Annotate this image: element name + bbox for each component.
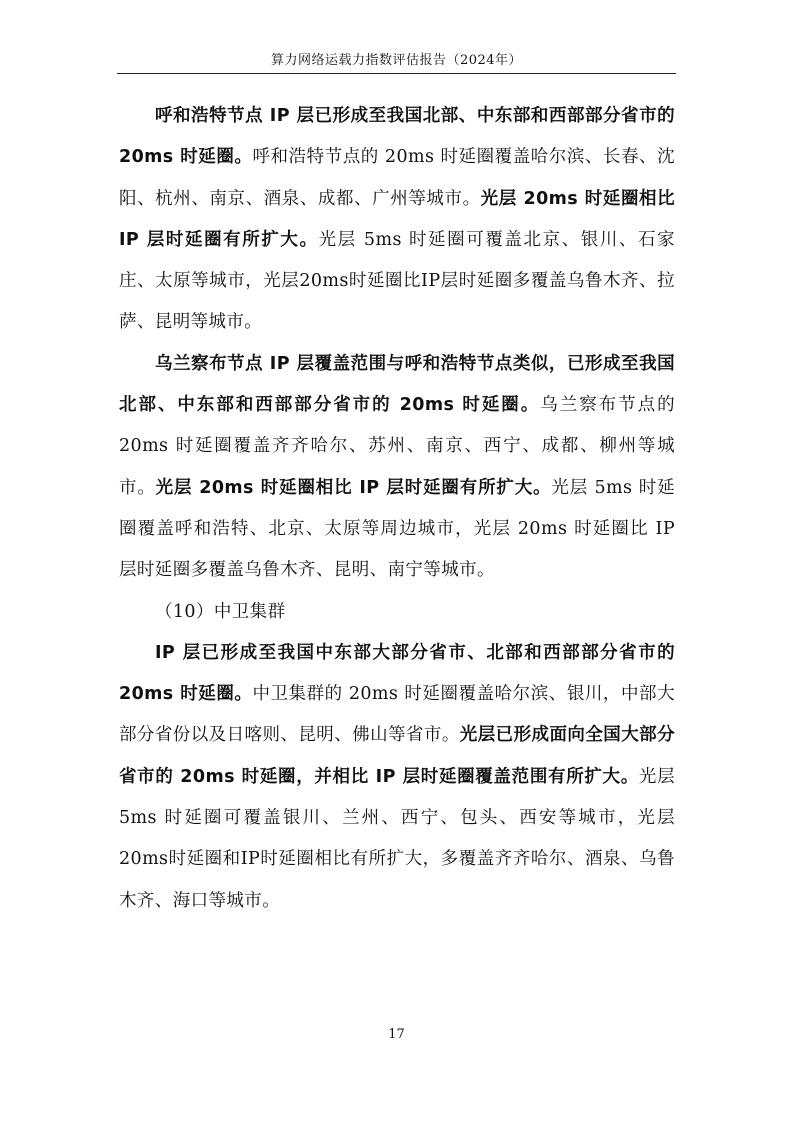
key-finding-ip-layer: IP 层已形成至我国中东部大部分省市、北部和西部部分省市的 20ms 时延圈。 (119, 642, 675, 705)
key-finding-optical-layer: 光层 20ms 时延圈相比 IP 层时延圈有所扩大。 (119, 188, 676, 250)
section-heading: （10）中卫集群 (155, 601, 286, 622)
key-finding-ip-layer: 呼和浩特节点 IP 层已形成至我国北部、中东部和西部部分省市的 20ms 时延圈。 (119, 106, 675, 168)
detail-text: 呼和浩特节点的 20ms 时延圈覆盖哈尔滨、长春、沈阳、杭州、南京、酒泉、成都、广州等城市。 (119, 147, 675, 209)
paragraph-ulanqab-node (119, 344, 675, 592)
detail-text: 光层 5ms 时延圈可覆盖银川、兰州、西宁、包头、西安等城市，光层20ms时延圈和IP时延圈相比有所扩大，多覆盖齐齐哈尔、酒泉、乌鲁木齐、海口等城市。 (119, 766, 675, 911)
detail-text: 乌兰察布节点的 20ms 时延圈覆盖齐齐哈尔、苏州、南京、西宁、成都、柳州等城市。 (119, 395, 675, 498)
key-finding-ip-layer: 乌兰察布节点 IP 层覆盖范围与呼和浩特节点类似，已形成至我国北部、中东部和西部部分省市的 20ms 时延圈。 (119, 353, 675, 416)
paragraph-hohhot-node (119, 96, 675, 344)
page-number: 17 (388, 1027, 405, 1042)
detail-text: 中卫集群的 20ms 时延圈覆盖哈尔滨、银川，中部大部分省份以及日喀则、昆明、佛山等省市。 (119, 684, 675, 746)
detail-text: 光层 5ms 时延圈可覆盖北京、银川、石家庄、太原等城市，光层20ms时延圈比IP层时延圈多覆盖乌鲁木齐、拉萨、昆明等城市。 (119, 229, 675, 333)
key-finding-optical-layer: 光层已形成面向全国大部分省市的 20ms 时延圈，并相比 IP 层时延圈覆盖范围有所扩大。 (119, 725, 675, 787)
report-body (119, 96, 675, 922)
detail-text: 光层 5ms 时延圈覆盖呼和浩特、北京、太原等周边城市，光层 20ms 时延圈比 IP 层时延圈多覆盖乌鲁木齐、昆明、南宁等城市。 (119, 477, 675, 581)
running-header: 算力网络运载力指数评估报告（2024年） (270, 53, 523, 68)
key-finding-optical-layer: 光层 20ms 时延圈相比 IP 层时延圈有所扩大。 (155, 477, 552, 498)
header-divider (117, 73, 676, 74)
paragraph-zhongwei-cluster (119, 633, 675, 922)
